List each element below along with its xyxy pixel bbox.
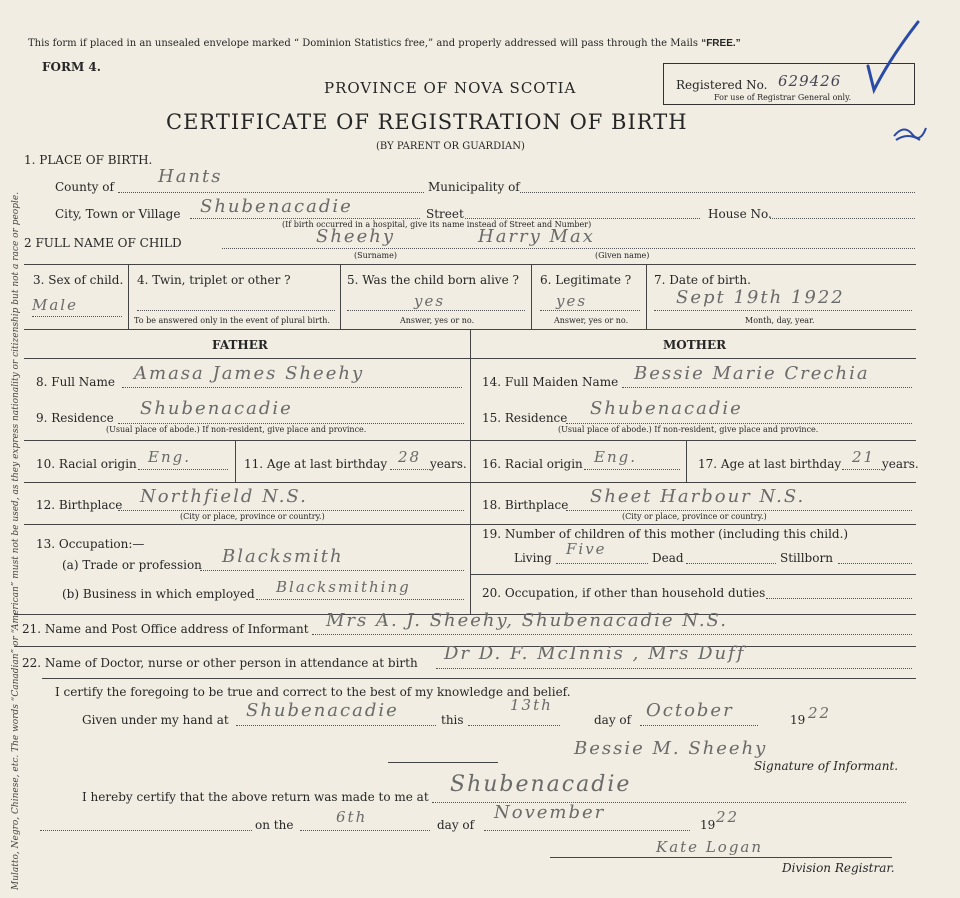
father-birthplace-note: (City or place, province or country.) <box>180 512 325 521</box>
twin-note: To be answered only in the event of plural birth. <box>134 316 330 325</box>
day-of-label: day of <box>594 713 632 727</box>
dob-value: Sept 19th 1922 <box>676 287 845 308</box>
surname-note: (Surname) <box>354 251 397 260</box>
father-residence-note: (Usual place of abode.) If non-resident, give place and province. <box>106 425 367 434</box>
certify-day: 13th <box>510 696 553 714</box>
province-heading: PROVINCE OF NOVA SCOTIA <box>324 79 577 97</box>
father-occupation-label: 13. Occupation:— <box>36 537 145 551</box>
page-subtitle: (BY PARENT OR GUARDIAN) <box>376 141 525 152</box>
county-label: County of <box>55 180 114 194</box>
given-note: (Given name) <box>595 251 650 260</box>
registered-label: Registered No. <box>676 78 768 92</box>
this-label: this <box>441 713 464 727</box>
father-heading: FATHER <box>212 338 268 352</box>
mother-residence-label: 15. Residence <box>482 411 568 425</box>
mother-racial-label: 16. Racial origin <box>482 457 583 471</box>
street-label: Street <box>426 207 464 221</box>
father-name-label: 8. Full Name <box>36 375 115 389</box>
registrar-year: 22 <box>716 808 740 826</box>
registrar-statement: I hereby certify that the above return was made to me at <box>82 790 429 804</box>
registrar-year-prefix: 19 <box>700 818 716 832</box>
mother-children-label: 19. Number of children of this mother (including this child.) <box>482 527 849 541</box>
sex-value: Male <box>32 296 78 314</box>
doctor-value: Dr D. F. McInnis , Mrs Duff <box>444 643 746 664</box>
mother-name-label: 14. Full Maiden Name <box>482 375 619 389</box>
stillborn-label: Stillborn <box>780 551 833 565</box>
mother-age-value: 21 <box>852 448 876 466</box>
mother-birthplace-note: (City or place, province or country.) <box>622 512 767 521</box>
registrar-signature: Kate Logan <box>656 838 764 856</box>
city-label: City, Town or Village <box>55 207 181 221</box>
hospital-note: (If birth occurred in a hospital, give its name instead of Street and Number) <box>282 220 592 229</box>
informant-label: 21. Name and Post Office address of Informant <box>22 622 309 636</box>
living-value: Five <box>566 540 607 558</box>
legitimate-label: 6. Legitimate ? <box>540 273 632 287</box>
registrar-day: 6th <box>336 808 368 826</box>
mother-heading: MOTHER <box>663 338 727 352</box>
dob-label: 7. Date of birth. <box>654 273 751 287</box>
father-name-value: Amasa James Sheehy <box>134 363 365 384</box>
city-value: Shubenacadie <box>200 196 353 217</box>
on-the-label: on the <box>255 818 294 832</box>
father-birthplace-value: Northfield N.S. <box>140 486 308 507</box>
informant-signature: Bessie M. Sheehy <box>574 738 768 759</box>
father-residence-label: 9. Residence <box>36 411 114 425</box>
father-business-value: Blacksmithing <box>276 578 411 596</box>
registrar-place: Shubenacadie <box>450 772 632 797</box>
page-title: CERTIFICATE OF REGISTRATION OF BIRTH <box>166 110 688 134</box>
dob-note: Month, day, year. <box>745 316 815 325</box>
certify-place: Shubenacadie <box>246 700 399 721</box>
father-birthplace-label: 12. Birthplace <box>36 498 123 512</box>
scribble-mark-icon <box>890 118 930 148</box>
father-trade-value: Blacksmith <box>222 546 344 567</box>
mother-birthplace-value: Sheet Harbour N.S. <box>590 486 806 507</box>
mother-occupation-label: 20. Occupation, if other than household duties <box>482 586 766 600</box>
child-given-name: Harry Max <box>478 226 595 247</box>
child-name-label: 2 FULL NAME OF CHILD <box>24 236 182 250</box>
alive-value: yes <box>414 292 446 310</box>
father-trade-label: (a) Trade or profession <box>62 558 202 572</box>
form-number: FORM 4. <box>42 60 101 74</box>
registrar-month: November <box>494 802 606 823</box>
registrar-day-of-label: day of <box>437 818 475 832</box>
mother-name-value: Bessie Marie Crechia <box>634 363 870 384</box>
father-years-label: years. <box>430 457 467 471</box>
living-label: Living <box>514 551 552 565</box>
legitimate-note: Answer, yes or no. <box>554 316 629 325</box>
certify-statement: I certify the foregoing to be true and correct to the best of my knowledge and belief. <box>55 685 571 699</box>
mother-age-label: 17. Age at last birthday <box>698 457 842 471</box>
certify-month: October <box>646 700 734 721</box>
signature-label: Signature of Informant. <box>754 759 899 773</box>
father-racial-label: 10. Racial origin <box>36 457 137 471</box>
father-age-value: 28 <box>398 448 422 466</box>
registrar-use-note: For use of Registrar General only. <box>714 93 852 102</box>
division-registrar-label: Division Registrar. <box>782 861 895 875</box>
father-racial-value: Eng. <box>148 448 191 466</box>
informant-value: Mrs A. J. Sheehy, Shubenacadie N.S. <box>326 610 728 631</box>
father-business-label: (b) Business in which employed <box>62 587 255 601</box>
mother-residence-value: Shubenacadie <box>590 398 743 419</box>
given-label: Given under my hand at <box>82 713 229 727</box>
side-margin-text: Mulatto, Negro, Chinese, etc. The words “Canadian” or “American” must not be used, as they express nationality or citizenship but not a race or people. <box>11 191 21 890</box>
place-heading: 1. PLACE OF BIRTH. <box>24 153 153 167</box>
postal-note: This form if placed in an unsealed envelope marked “ Dominion Statistics free,” and properly addressed will pass through the Mails “FREE.” <box>28 38 741 49</box>
mother-birthplace-label: 18. Birthplace <box>482 498 569 512</box>
alive-note: Answer, yes or no. <box>400 316 475 325</box>
mother-racial-value: Eng. <box>594 448 637 466</box>
registered-number: 629426 <box>778 72 842 90</box>
county-value: Hants <box>158 166 223 187</box>
check-mark-icon <box>860 18 930 98</box>
twin-label: 4. Twin, triplet or other ? <box>137 273 291 287</box>
child-surname: Sheehy <box>316 226 395 247</box>
mother-years-label: years. <box>882 457 919 471</box>
house-label: House No. <box>708 207 772 221</box>
father-residence-value: Shubenacadie <box>140 398 293 419</box>
sex-label: 3. Sex of child. <box>33 273 124 287</box>
alive-label: 5. Was the child born alive ? <box>347 273 519 287</box>
father-age-label: 11. Age at last birthday <box>244 457 388 471</box>
legitimate-value: yes <box>556 292 588 310</box>
mother-residence-note: (Usual place of abode.) If non-resident, give place and province. <box>558 425 819 434</box>
municipality-label: Municipality of <box>428 180 520 194</box>
doctor-label: 22. Name of Doctor, nurse or other person in attendance at birth <box>22 656 418 670</box>
certify-year: 22 <box>808 704 832 722</box>
certify-year-prefix: 19 <box>790 713 806 727</box>
dead-label: Dead <box>652 551 684 565</box>
